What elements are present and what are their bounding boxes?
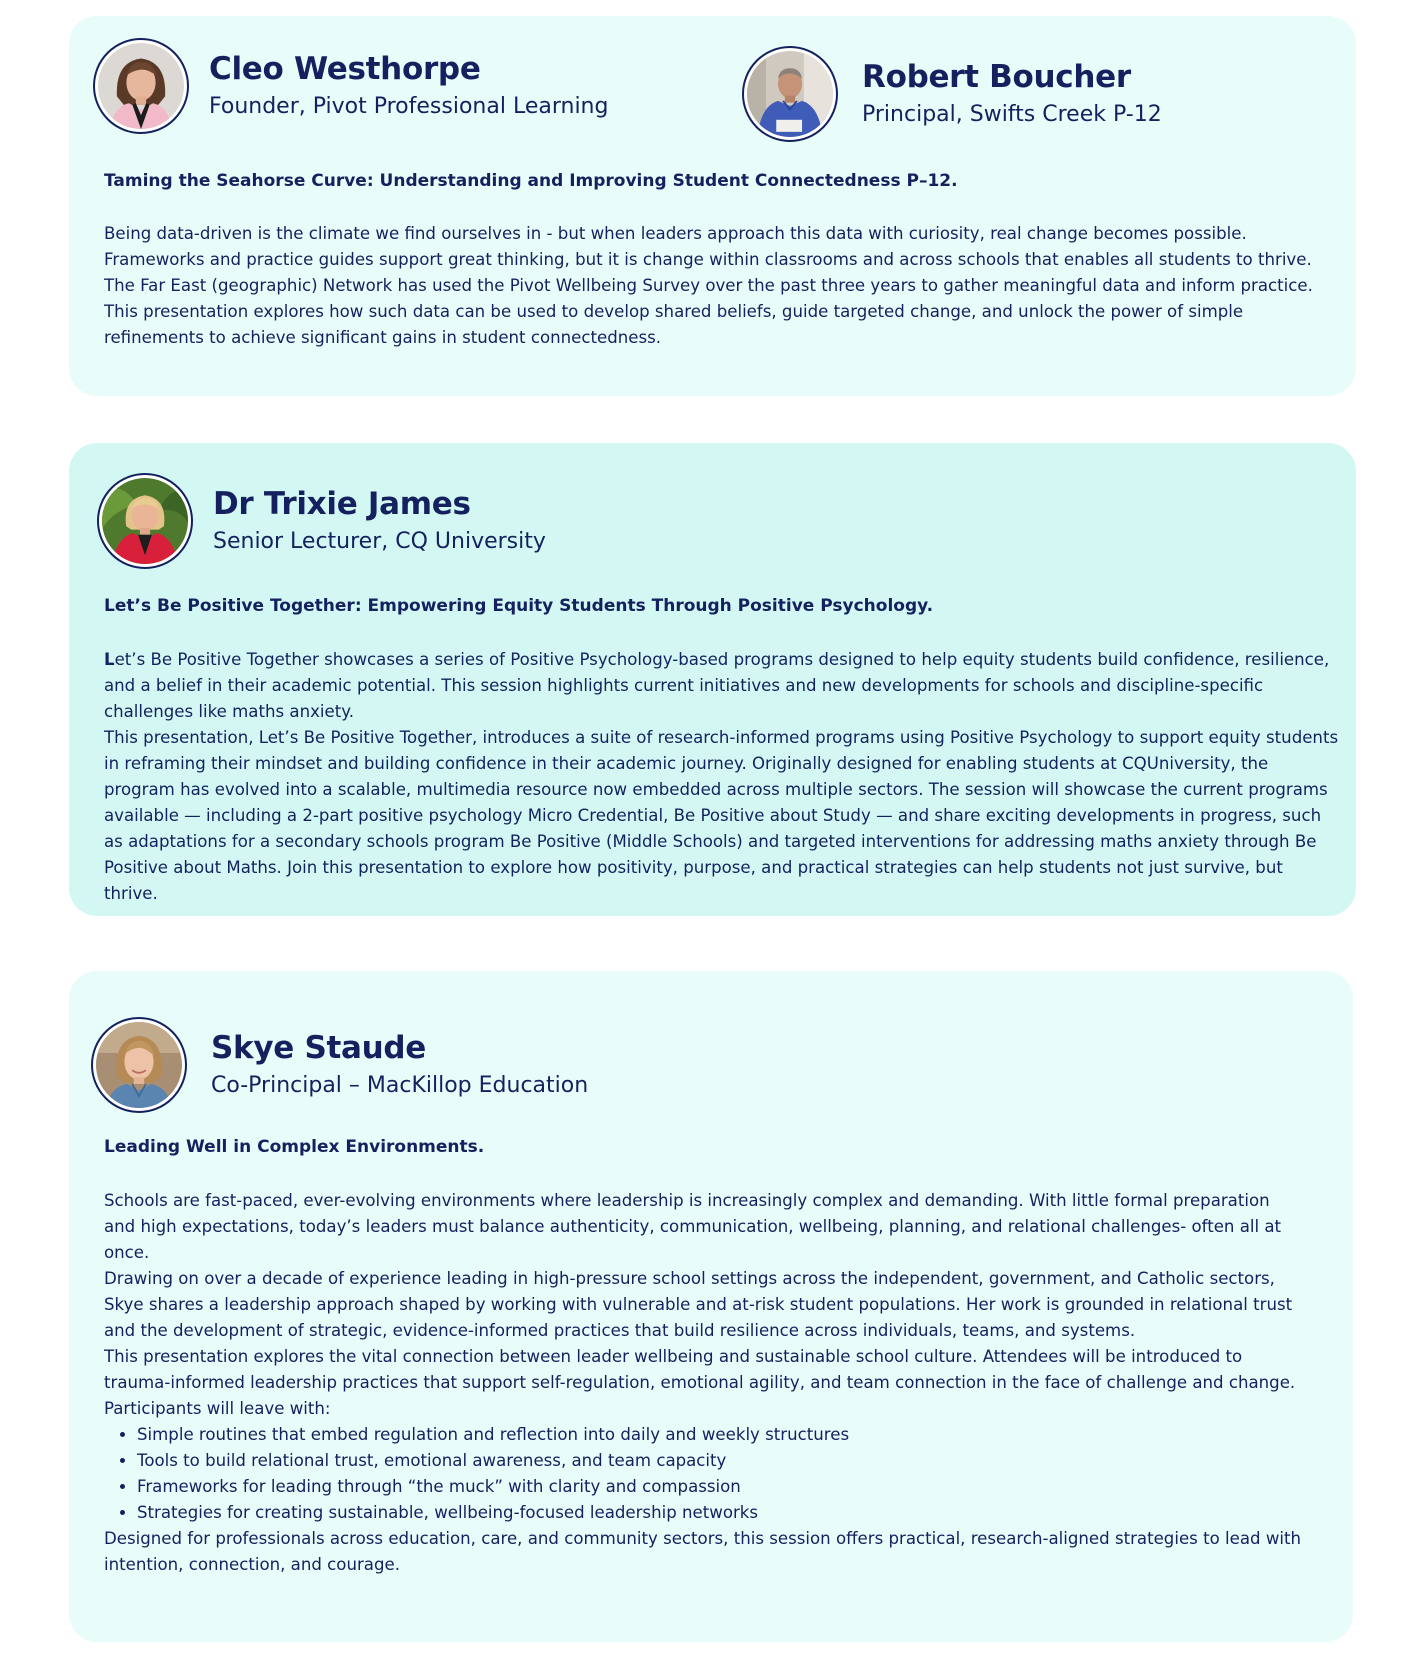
speaker-name: Skye Staude	[211, 1030, 427, 1066]
speaker-robert-boucher	[742, 46, 1162, 142]
list-item: • Simple routines that embed regulation and reflection into daily and weekly structures	[137, 1422, 1304, 1448]
session-card-leading-well	[69, 971, 1353, 1642]
session-card-be-positive	[69, 443, 1356, 916]
session-title: Taming the Seahorse Curve: Understanding and Improving Student Connectedness P–12.	[104, 171, 958, 191]
speaker-cleo-westhorpe	[93, 38, 608, 134]
skye-staude-photo	[91, 1017, 187, 1113]
speaker-role: Senior Lecturer, CQ University	[213, 529, 546, 554]
closing-paragraph: Designed for professionals across education, care, and community sectors, this session offers practical, research-aligned strategies to lead with intention, connection, and courage.	[104, 1529, 1302, 1574]
session-card-seahorse-curve	[69, 16, 1356, 396]
takeaways-list	[104, 1422, 1304, 1526]
speaker-role: Principal, Swifts Creek P-12	[862, 102, 1162, 127]
session-description	[104, 647, 1340, 907]
speaker-name: Robert Boucher	[862, 59, 1131, 95]
description-paragraph	[104, 647, 1340, 725]
speaker-role: Founder, Pivot Professional Learning	[209, 94, 609, 119]
robert-boucher-photo	[742, 46, 838, 142]
trixie-james-photo	[97, 473, 193, 569]
description-paragraph: Schools are fast-paced, ever-evolving environments where leadership is increasingly complex and demanding. With little formal preparation and high expectations, today’s leaders must balance authenticity, communication, wellbeing, planning, and relational challenges- often all at once.	[104, 1191, 1282, 1262]
list-item: • Strategies for creating sustainable, wellbeing-focused leadership networks	[137, 1500, 1304, 1526]
session-title: Leading Well in Complex Environments.	[104, 1137, 485, 1157]
description-paragraph: This presentation explores the vital connection between leader wellbeing and sustainable school culture. Attendees will be introduced to trauma-informed leadership practices that support self-regulation, emotional agility, and team connection in the face of challenge and change.	[104, 1347, 1296, 1392]
speaker-trixie-james	[97, 473, 546, 569]
description-paragraph: Participants will leave with:	[104, 1399, 331, 1418]
speaker-name: Cleo Westhorpe	[209, 51, 481, 87]
description-paragraph: This presentation, Let’s Be Positive Together, introduces a suite of research-informed programs using Positive Psychology to support equity students in reframing their mindset and building confidence in their academic journey. Originally designed for enabling students at CQUniversity, the program has evolved into a scalable, multimedia resource now embedded across multiple sectors. The session will showcase the current programs available — including a 2-part positive psychology Micro Credential, Be Positive about Study — and share exciting developments in progress, such as adaptations for a secondary schools program Be Positive (Middle Schools) and targeted interventions for addressing maths anxiety through Be Positive about Maths. Join this presentation to explore how positivity, purpose, and practical strategies can help students not just survive, but thrive.	[104, 728, 1339, 903]
speaker-role: Co-Principal – MacKillop Education	[211, 1073, 589, 1098]
speaker-skye-staude	[91, 1017, 588, 1113]
paragraph-text: et’s Be Positive Together showcases a series of Positive Psychology-based programs designed to help equity students build confidence, resilience, and a belief in their academic potential. This session highlights current initiatives and new developments for schools and discipline-specific challenges like maths anxiety.	[104, 650, 1330, 721]
speaker-name: Dr Trixie James	[213, 486, 471, 522]
drop-letter: L	[104, 650, 115, 669]
session-title: Let’s Be Positive Together: Empowering Equity Students Through Positive Psychology.	[104, 596, 934, 616]
list-item: • Tools to build relational trust, emotional awareness, and team capacity	[137, 1448, 1304, 1474]
description-paragraph: Drawing on over a decade of experience leading in high-pressure school settings across the independent, government, and Catholic sectors, Skye shares a leadership approach shaped by working with vulnerable and at-risk student populations. Her work is grounded in relational trust and the development of strategic, evidence-informed practices that build resilience across individuals, teams, and systems.	[104, 1269, 1293, 1340]
session-description	[104, 1188, 1304, 1578]
description-paragraph: Being data-driven is the climate we find ourselves in - but when leaders approach this data with curiosity, real change becomes possible. Frameworks and practice guides support great thinking, but it is change within classrooms and across schools that enables all students to thrive. The Far East (geographic) Network has used the Pivot Wellbeing Survey over the past three years to gather meaningful data and inform practice. This presentation explores how such data can be used to develop shared beliefs, guide targeted change, and unlock the power of simple refinements to achieve significant gains in student connectedness.	[104, 224, 1313, 347]
session-description	[104, 221, 1340, 351]
list-item: • Frameworks for leading through “the muck” with clarity and compassion	[137, 1474, 1304, 1500]
cleo-westhorpe-photo	[93, 38, 189, 134]
